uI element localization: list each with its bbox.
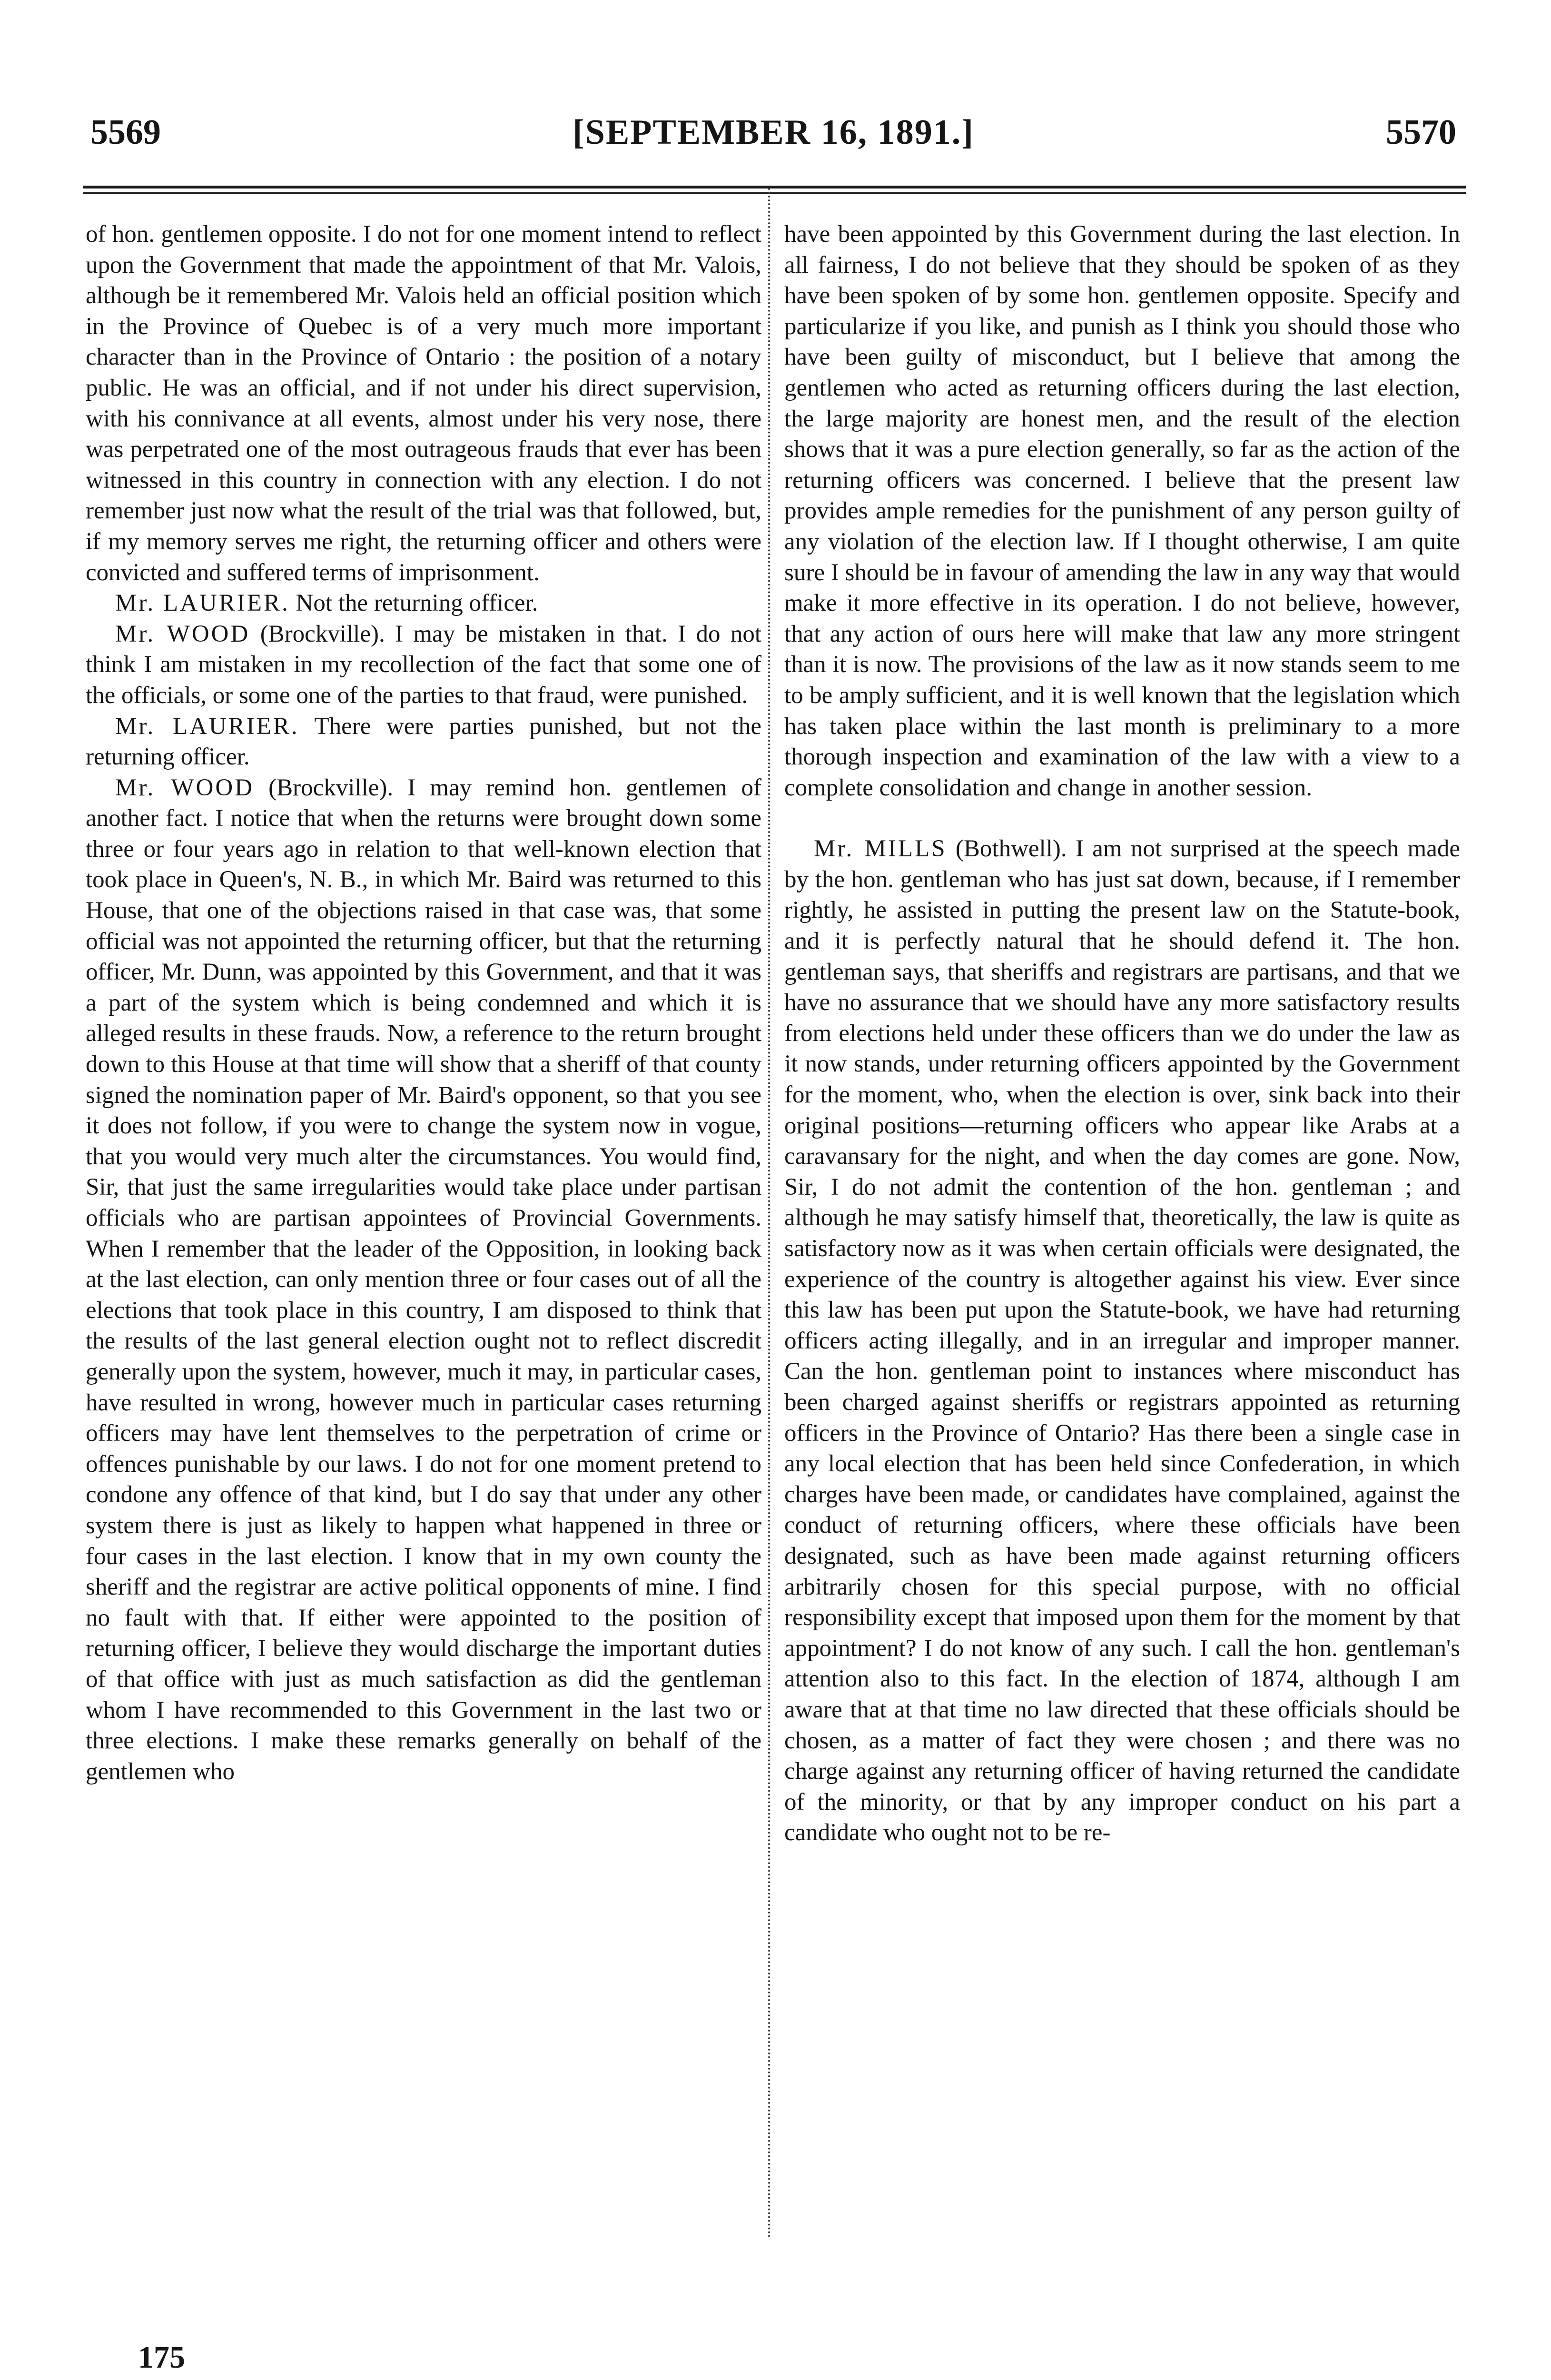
right-column — [784, 219, 1460, 1848]
page-number-right: 5570 — [1386, 113, 1456, 152]
header-rule-thin — [83, 192, 1466, 194]
left-column — [86, 219, 761, 1787]
speech-paragraph — [86, 619, 761, 711]
page-number-left: 5569 — [90, 113, 161, 152]
speech-paragraph — [86, 773, 761, 1787]
speech-text: Not the returning officer. — [289, 590, 538, 617]
speech-paragraph — [86, 588, 761, 619]
speaker-name: Mr. MILLS — [814, 835, 947, 863]
paragraph-continuation: of hon. gentlemen opposite. I do not for one moment intend to reflect upon the Government that made the appointment of that Mr. Valois, although be it remembered Mr. Valois held an official position which in the Province of Quebec is of a very much more important character than in the Province of Ontario : the position of a notary public. He was an official, and if not under his direct supervision, with his connivance at all events, almost under his very nose, there was perpetrated one of the most outrageous frauds that ever has been witnessed in this country in connection with any election. I do not remember just now what the result of the trial was that followed, but, if my memory serves me right, the returning officer and others were convicted and suffered terms of imprisonment. — [86, 221, 761, 586]
paragraph-continuation: have been appointed by this Government during the last election. In all fairness, I do not believe that they should be spoken of as they have been spoken of by some hon. gentlemen opposite. Specify and particularize if you like, and punish as I think you should those who have been guilty of misconduct, but I believe that among the gentlemen who acted as returning officers during the last election, the large majority are honest men, and the result of the election shows that it was a pure election generally, so far as the action of the returning officers was concerned. I believe that the present law provides ample remedies for the punishment of any person guilty of any violation of the election law. If I thought otherwise, I am quite sure I should be in favour of amending the law in any way that would make it more effective in its operation. I do not believe, however, that any action of ours here will make that law any more stringent than it is now. The provisions of the law as it now stands seem to me to be amply sufficient, and it is well known that the legislation which has taken place within the last month is preliminary to a more thorough inspection and examination of the law with a view to a complete consolidation and change in another session. — [784, 221, 1460, 801]
speech-text: (Brockville). I may be mistaken in that. I do not think I am mistaken in my recollection of the fact that some one of the officials, or some one of the parties to that fraud, were punished. — [86, 620, 761, 709]
speech-text: There were parties punished, but not the returning officer. — [86, 713, 761, 771]
signature-folio: 175 — [138, 2340, 185, 2375]
speech-text: (Brockville). I may remind hon. gentlemen of another fact. I notice that when the returns were brought down some three or four years ago in relation to that well-known election that took place in Queen's, N. B., in which Mr. Baird was returned to this House, that one of the objections raised in that case was, that some official was not appointed the returning officer, but that the returning officer, Mr. Dunn, was appointed by this Government, and that it was a part of the system which is being condemned and which it is alleged results in these frauds. Now, a reference to the return brought down to this House at that time will show that a sheriff of that county signed the nomination paper of Mr. Baird's opponent, so that you see it does not follow, if you were to change the system now in vogue, that you would very much alter the circumstances. You would find, Sir, that just the same irregularities would take place under partisan officials who are partisan appointees of Provincial Governments. When I remember that the leader of the Opposition, in looking back at the last election, can only mention three or four cases out of all the elections that took place in this country, I am disposed to think that the results of the last general election ought not to reflect discredit generally upon the system, however, much it may, in particular cases, have resulted in wrong, however much in particular cases returning officers may have lent themselves to the perpetration of crime or offences punishable by our laws. I do not for one moment pretend to condone any offence of that kind, but I do say that under any other system there is just as likely to happen what happened in three or four cases in the last election. I know that in my own county the sheriff and the registrar are active political opponents of mine. I find no fault with that. If either were appointed to the position of returning officer, I believe they would discharge the important duties of that office with just as much satisfaction as did the gentleman whom I have recommended to this Government in the last two or three elections. I make these remarks generally on behalf of the gentlemen who — [86, 774, 761, 1785]
speaker-name: Mr. LAURIER. — [115, 590, 290, 617]
column-divider — [768, 188, 770, 2240]
speaker-name: Mr. LAURIER. — [115, 713, 299, 740]
page-date-title: [SEPTEMBER 16, 1891.] — [573, 113, 974, 152]
speech-text: (Bothwell). I am not surprised at the speech made by the hon. gentleman who has just sat down, because, if I remember rightly, he assisted in putting the present law on the Statute-book, and it is perfectly natural that he should defend it. The hon. gentleman says, that sheriffs and registrars are partisans, and that we have no assurance that we should have any more satisfactory results from elections held under these officers than we do under the law as it now stands, under returning officers appointed by the Government for the moment, who, when the election is over, sink back into their original positions—returning officers who appear like Arabs at a caravansary for the night, and when the day comes are gone. Now, Sir, I do not admit the contention of the hon. gentleman ; and although he may satisfy himself that, theoretically, the law is quite as satisfactory now as it was when certain officials were designated, the experience of the country is altogether against his view. Ever since this law has been put upon the Statute-book, we have had returning officers acting illegally, and in an irregular and improper manner. Can the hon. gentleman point to instances where misconduct has been charged against sheriffs or registrars appointed as returning officers in the Province of Ontario? Has there been a single case in any local election that has been held since Confederation, in which charges have been made, or candidates have complained, against the conduct of returning officers, where these officials have been designated, such as have been made against returning officers arbitrarily chosen for this special purpose, with no official responsibility except that imposed upon them for the moment by that appointment? I do not know of any such. I call the hon. gentleman's attention also to this fact. In the election of 1874, although I am aware that at that time no law directed that these officials should be chosen, as a matter of fact they were chosen ; and there was no charge against any returning officer of having returned the candidate of the minority, or that by any improper conduct on his part a candidate who ought not to be re- — [784, 835, 1460, 1846]
speech-paragraph — [86, 711, 761, 773]
speaker-name: Mr. WOOD — [115, 620, 250, 647]
header-rule-thick — [83, 186, 1466, 188]
running-head — [90, 104, 1456, 161]
speaker-name: Mr. WOOD — [115, 774, 255, 801]
speech-paragraph — [784, 833, 1460, 1848]
